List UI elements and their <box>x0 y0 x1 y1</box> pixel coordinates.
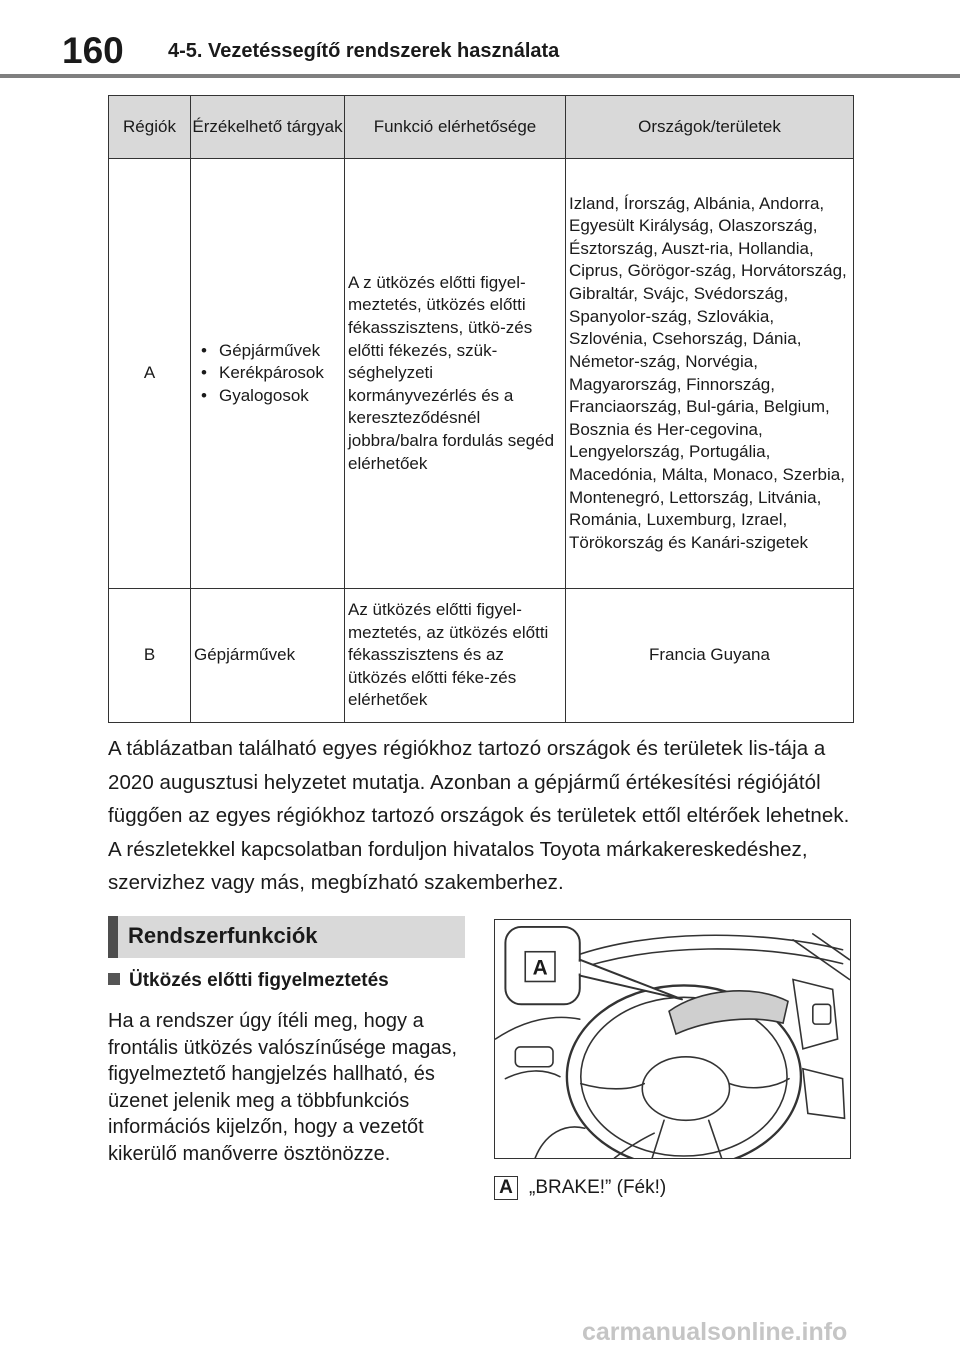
chapter-title: 4-5. Vezetéssegítő rendszerek használata <box>168 40 560 62</box>
object-item: • Gépjárművek <box>198 340 341 363</box>
function-cell: A z ütközés előtti figyel-meztetés, ütközés előtti fékasszisztens, ütkö-zés előtti fékezés, szük-séghelyzeti kormányvezérlés és a kereszteződésnél jobbra/balra fordulás segéd elérhetőek <box>345 159 566 589</box>
section-title: Rendszerfunkciók <box>128 923 318 948</box>
object-item: • Gyalogosok <box>198 385 341 408</box>
objects-cell <box>191 159 345 589</box>
table-row <box>109 589 854 723</box>
table-header-row <box>109 96 854 159</box>
subsection-heading <box>108 970 389 992</box>
header-divider <box>0 74 960 78</box>
header-objects: Érzékelhető tárgyak <box>191 96 345 159</box>
header-function: Funkció elérhetősége <box>345 96 566 159</box>
header-regions: Régiók <box>109 96 191 159</box>
countries-cell: Izland, Írország, Albánia, Andorra, Egyesült Királyság, Olaszország, Észtország, Auszt-ria, Hollandia, Ciprus, Görögor-szág, Horvátország, Gibraltár, Svájc, Svédország, Spanyolor-szág, Szlovákia, Szlovénia, Csehország, Dánia, Németor-szág, Norvégia, Magyarország, Finnország, Franciaország, Bul-gária, Belgium, Bosznia és Her-cegovina, Lengyelország, Portugália, Macedónia, Málta, Monaco, Szerbia, Montenegró, Lettország, Litvánia, Románia, Luxemburg, Izrael, Törökország és Kanári-szigetek <box>566 159 854 589</box>
callout-label: A <box>532 956 548 980</box>
dashboard-illustration <box>494 919 851 1159</box>
caption-label: A <box>494 1176 518 1200</box>
object-item: • Kerékpárosok <box>198 362 341 385</box>
page-number: 160 <box>62 30 124 71</box>
caption-text: „BRAKE!” (Fék!) <box>529 1177 667 1198</box>
section-heading <box>108 916 465 958</box>
region-cell: A <box>109 159 191 589</box>
region-cell: B <box>109 589 191 723</box>
header-countries: Országok/területek <box>566 96 854 159</box>
watermark: carmanualsonline.info <box>582 1318 848 1346</box>
countries-cell: Francia Guyana <box>566 589 854 723</box>
page-header <box>0 0 960 80</box>
square-bullet-icon <box>108 973 120 985</box>
regions-table <box>108 95 854 723</box>
function-cell: Az ütközés előtti figyel-meztetés, az ütközés előtti fékasszisztens és az ütközés előtti féke-zés elérhetőek <box>345 589 566 723</box>
objects-cell: Gépjárművek <box>191 589 345 723</box>
table-row <box>109 159 854 589</box>
info-paragraph: A táblázatban található egyes régiókhoz tartozó országok és területek lis-tája a 2020 augusztusi helyzetet mutatja. Azonban a gépjármű értékesítési régiójától függően az egyes régiókhoz tartozó országok és területek ettől eltérőek lehetnek. A részletekkel kapcsolatban forduljon hivatalos Toyota márkakereskedéshez, szervizhez vagy más, megbízható szakemberhez. <box>108 737 850 895</box>
subsection-title: Ütközés előtti figyelmeztetés <box>129 970 389 991</box>
steering-wheel-drawing <box>495 920 850 1158</box>
section-body: Ha a rendszer úgy ítéli meg, hogy a frontális ütközés valószínűsége magas, figyelmeztető hangjelzés hallható, és üzenet jelenik meg a többfunkciós információs kijelzőn, hogy a vezetőt kikerülő manőverre ösztönözze. <box>108 1010 458 1165</box>
